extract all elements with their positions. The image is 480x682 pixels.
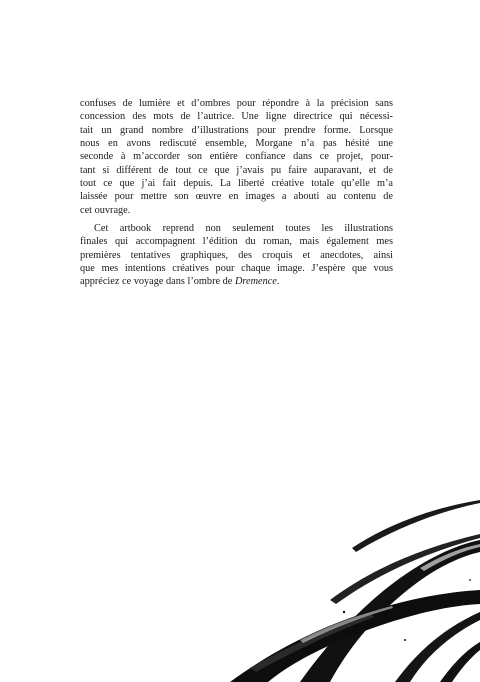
brush-stroke <box>420 544 480 571</box>
text-line: tout ce que j’ai fait depuis. La liberté créative totale qu’elle m’a <box>80 178 393 190</box>
paragraph-2 <box>80 222 393 289</box>
ink-speck <box>469 579 471 581</box>
end-punctuation: . <box>276 276 280 288</box>
ink-speck <box>404 639 406 641</box>
text-line: que mes intentions créatives pour chaque image. J’espère que vous <box>80 263 393 275</box>
text-line-final <box>80 275 393 288</box>
text-line: seconde à m’accorder son entière confiance dans ce projet, pour- <box>80 151 393 163</box>
text-line: concession des mots de l’autrice. Une ligne directrice qui nécessi- <box>80 111 393 123</box>
brush-stroke <box>330 534 480 604</box>
text-line: Cet artbook reprend non seulement toutes les illustrations <box>94 223 393 235</box>
brush-stroke <box>395 612 480 682</box>
text-line: tant si différent de tout ce que j’avais pu faire auparavant, et de <box>80 164 393 176</box>
paragraph-1 <box>80 97 393 217</box>
text-line: cet ouvrage. <box>80 204 131 216</box>
brush-stroke <box>230 590 480 682</box>
text-line: laissée pour mettre son œuvre en images a abouti au contenu de <box>80 191 393 203</box>
brush-stroke <box>250 614 374 672</box>
brush-stroke <box>440 642 480 682</box>
brush-stroke <box>300 540 480 682</box>
brush-stroke <box>352 500 480 552</box>
text-line: tait un grand nombre d’illustrations pour prendre forme. Lorsque <box>80 124 393 136</box>
text-line: finales qui accompagnent l’édition du roman, mais également mes <box>80 236 393 248</box>
text-line: nous en avons rediscuté ensemble, Morgane n’a pas hésité une <box>80 138 393 150</box>
book-title: Dremence <box>234 276 277 288</box>
text-line: confuses de lumière et d’ombres pour répondre à la précision sans <box>80 98 393 109</box>
brush-stroke <box>300 606 393 643</box>
ink-speck <box>343 611 345 613</box>
text-line-start: appréciez ce voyage dans l’ombre de <box>80 276 235 288</box>
text-line: premières tentatives graphiques, des croquis et anecdotes, ainsi <box>80 249 393 261</box>
body-text <box>80 97 393 289</box>
